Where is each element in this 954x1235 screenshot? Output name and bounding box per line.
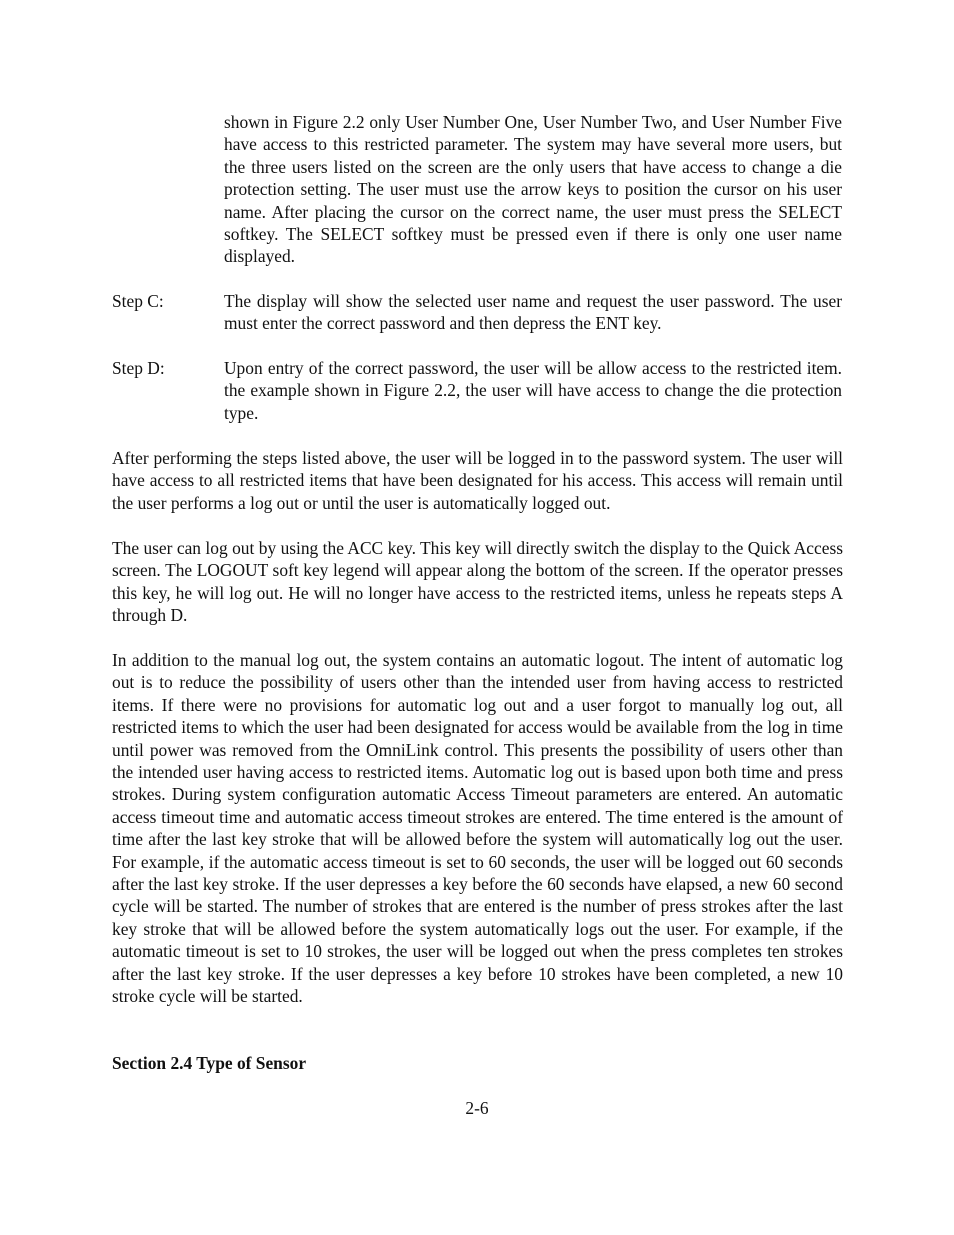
paragraph-automatic-logout: In addition to the manual log out, the system contains an automatic logout. The intent of automatic log out is to reduce the possibility of users other than the intended user from having access to restricted items. If there were no provisions for automatic log out and a user forgot to manually log out, all restricted items to which the user had been designated for access would be available from the log in time until power was removed from the OmniLink control. This presents the possibility of users other than the intended user having access to restricted items. Automatic log out is based upon both time and press strokes. During system configuration automatic Access Timeout parameters are entered. An automatic access timeout time and automatic access timeout strokes are entered. The time entered is the amount of time after the last key stroke that will be allowed before the system will automatically log out the user. For example, if the automatic access timeout is set to 60 seconds, the user will be logged out 60 seconds after the last key stroke. If the user depresses a key before the 60 seconds have elapsed, a new 60 second cycle will be started. The number of strokes that are entered is the number of press strokes after the last key stroke that will be allowed before the system automatically logs out the user. For example, if the automatic timeout is set to 10 strokes, the user will be logged out when the press completes ten strokes after the last key stroke. If the user depresses a key before 10 strokes have been completed, a new 10 stroke cycle will be started. <box>112 650 843 1007</box>
paragraph-logout: The user can log out by using the ACC key. This key will directly switch the display to the Quick Access screen. The LOGOUT soft key legend will appear along the bottom of the screen. If the operator presses this key, he will log out. He will no longer have access to the restricted items, unless he repeats steps A through D. <box>112 538 843 626</box>
step-text: Upon entry of the correct password, the user will be allow access to the restricted item. the example shown in Figure 2.2, the user will have access to change the die protection type. <box>224 358 842 423</box>
page-number: 2-6 <box>465 1098 489 1118</box>
continued-paragraph: shown in Figure 2.2 only User Number One, User Number Two, and User Number Five have access to this restricted parameter. The system may have several more users, but the three users listed on the screen are the only users that have access to change a die protection setting. The user must use the arrow keys to position the cursor on his user name. After placing the cursor on the correct name, the user must press the SELECT softkey. The SELECT softkey must be pressed even if there is only one user name displayed. <box>224 112 842 267</box>
step-label: Step D: <box>112 358 165 378</box>
section-heading: Section 2.4 Type of Sensor <box>112 1053 307 1073</box>
paragraph-login-summary: After performing the steps listed above, the user will be logged in to the password system. The user will have access to all restricted items that have been designated for his access. This access will remain until the user performs a log out or until the user is automatically logged out. <box>112 448 843 513</box>
step-text: The display will show the selected user name and request the user password. The user must enter the correct password and then depress the ENT key. <box>224 291 842 334</box>
step-label: Step C: <box>112 291 164 311</box>
